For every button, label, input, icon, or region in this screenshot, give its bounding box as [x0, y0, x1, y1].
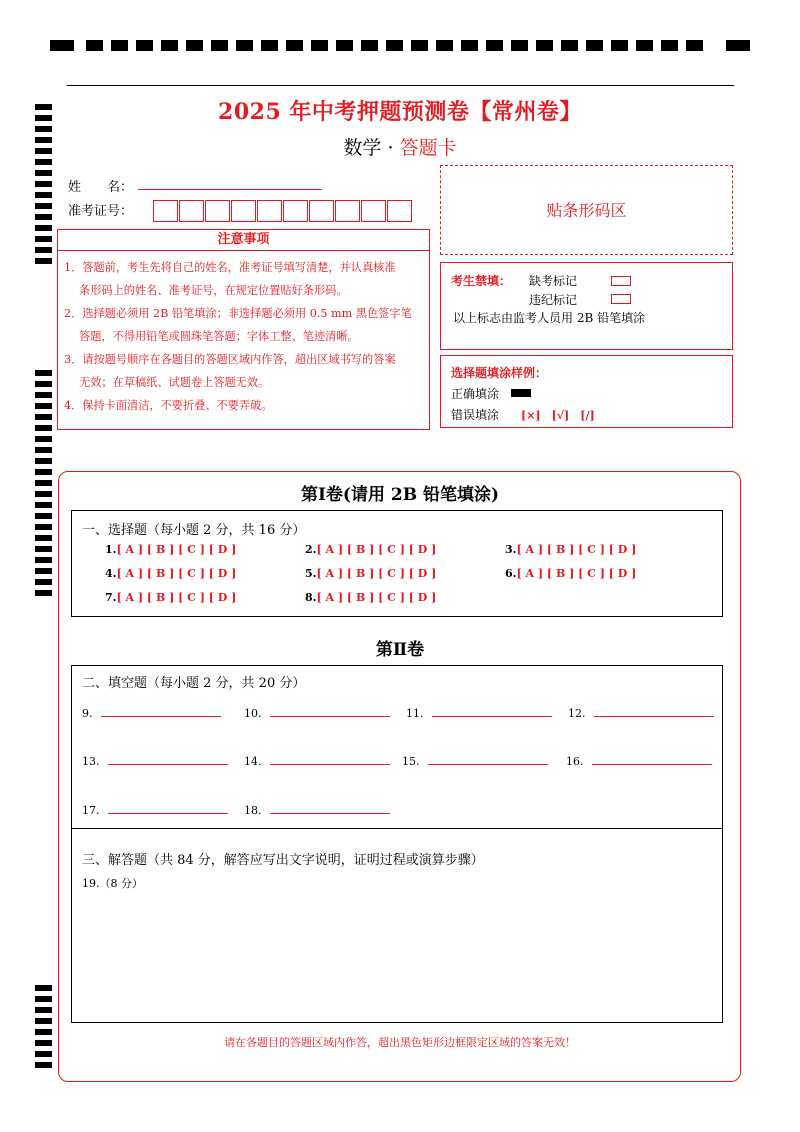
timing-mark	[35, 513, 52, 519]
blank-answer-line[interactable]	[270, 707, 390, 717]
id-digit-box[interactable]	[387, 200, 412, 222]
mc-question	[305, 591, 436, 604]
timing-mark	[186, 40, 203, 51]
timing-mark	[35, 1051, 52, 1057]
fill-blank	[402, 755, 548, 768]
timing-mark	[35, 1018, 52, 1024]
timing-mark	[35, 370, 52, 376]
blank-number: 15.	[402, 755, 420, 768]
timing-mark	[236, 40, 253, 51]
timing-mark	[35, 247, 52, 253]
blank-answer-line[interactable]	[428, 755, 548, 765]
card-type-label: 答题卡	[399, 137, 457, 159]
subtitle-separator: ·	[387, 137, 394, 159]
timing-mark	[511, 40, 528, 51]
subject-label: 数学	[343, 137, 382, 159]
blank-number: 9.	[82, 707, 93, 720]
timing-mark	[661, 40, 678, 51]
timing-mark	[35, 524, 52, 530]
mc-question	[505, 567, 636, 580]
id-digit-box[interactable]	[205, 200, 230, 222]
question-number: 7.	[105, 591, 117, 604]
question-number: 8.	[305, 591, 317, 604]
timing-mark	[486, 40, 503, 51]
fill-blank	[82, 804, 228, 817]
timing-mark	[361, 40, 378, 51]
question-number: 4.	[105, 567, 117, 580]
section-divider	[72, 828, 722, 829]
timing-mark	[50, 40, 74, 51]
blank-answer-line[interactable]	[270, 804, 390, 814]
timing-mark	[35, 236, 52, 242]
choice-options[interactable]: [ A ] [ B ] [ C ] [ D ]	[316, 591, 437, 604]
question-number: 5.	[305, 567, 317, 580]
mc-question	[305, 567, 436, 580]
timing-mark	[111, 40, 128, 51]
timing-mark	[261, 40, 278, 51]
answer-section-title: 三、解答题（共 84 分，解答应写出文字说明，证明过程或演算步骤）	[82, 853, 484, 868]
blank-answer-line[interactable]	[108, 755, 228, 765]
multiple-choice-box	[71, 510, 723, 617]
blank-answer-line[interactable]	[432, 707, 552, 717]
fill-blank	[244, 755, 390, 768]
notice-item: 3．请按题号顺序在各题目的答题区域内作答，超出区域书写的答案	[64, 353, 396, 366]
id-digit-box[interactable]	[283, 200, 308, 222]
part1-title: 第Ⅰ卷(请用 2B 铅笔填涂)	[300, 485, 500, 505]
absent-mark-box[interactable]	[611, 276, 631, 286]
timing-mark	[35, 425, 52, 431]
fill-blank	[244, 707, 390, 720]
id-number-boxes	[153, 200, 413, 222]
choice-options[interactable]: [ A ] [ B ] [ C ] [ D ]	[116, 567, 237, 580]
notice-item: 无效；在草稿纸、试题卷上答题无效。	[79, 376, 270, 389]
fill-blank	[406, 707, 552, 720]
timing-mark	[35, 258, 52, 264]
mc-question	[505, 543, 636, 556]
timing-mark	[35, 436, 52, 442]
correct-fill-mark	[511, 389, 531, 397]
timing-mark	[35, 469, 52, 475]
timing-mark	[536, 40, 553, 51]
timing-mark	[726, 40, 750, 51]
timing-mark	[35, 225, 52, 231]
timing-mark	[35, 447, 52, 453]
timing-mark	[35, 590, 52, 596]
timing-mark	[35, 985, 52, 991]
timing-mark	[436, 40, 453, 51]
violation-label: 违纪标记	[529, 293, 578, 307]
timing-mark	[35, 546, 52, 552]
timing-mark	[35, 1007, 52, 1013]
wrong-marks: [×] [√] [/]	[521, 409, 595, 422]
timing-mark	[86, 40, 103, 51]
absent-label: 缺考标记	[529, 274, 578, 288]
blank-answer-line[interactable]	[594, 707, 714, 717]
blank-number: 12.	[568, 707, 586, 720]
timing-mark	[35, 535, 52, 541]
notice-item: 2．选择题必须用 2B 铅笔填涂；非选择题必须用 0.5 mm 黑色签字笔	[64, 307, 412, 320]
fill-sample-box	[440, 355, 733, 428]
timing-mark	[35, 1062, 52, 1068]
fill-blank	[244, 804, 390, 817]
header-rule	[67, 85, 734, 86]
timing-mark	[35, 192, 52, 198]
timing-mark	[35, 126, 52, 132]
blank-number: 13.	[82, 755, 100, 768]
forbid-title: 考生禁填：	[451, 274, 512, 288]
id-digit-box[interactable]	[153, 200, 178, 222]
timing-mark	[35, 181, 52, 187]
choice-options[interactable]: [ A ] [ B ] [ C ] [ D ]	[316, 543, 437, 556]
timing-mark	[461, 40, 478, 51]
timing-mark	[336, 40, 353, 51]
blank-number: 11.	[406, 707, 424, 720]
mc-question	[105, 567, 236, 580]
choice-options[interactable]: [ A ] [ B ] [ C ] [ D ]	[116, 543, 237, 556]
timing-mark	[35, 557, 52, 563]
timing-mark	[286, 40, 303, 51]
notice-item: 条形码上的姓名、准考证号，在规定位置贴好条形码。	[79, 284, 348, 297]
timing-mark	[211, 40, 228, 51]
fill-blank	[82, 707, 221, 720]
blank-number: 14.	[244, 755, 262, 768]
id-digit-box[interactable]	[309, 200, 334, 222]
violation-mark-box[interactable]	[611, 294, 631, 304]
barcode-label: 贴条形码区	[546, 201, 627, 220]
blank-answer-line[interactable]	[592, 755, 712, 765]
timing-mark	[35, 381, 52, 387]
question-number: 3.	[505, 543, 517, 556]
notice-item: 1．答题前，考生先将自己的姓名，准考证号填写清楚，并认真核准	[64, 261, 396, 274]
timing-mark	[35, 392, 52, 398]
id-digit-box[interactable]	[179, 200, 204, 222]
blank-answer-line[interactable]	[101, 707, 221, 717]
wrong-label: 错误填涂	[451, 408, 500, 422]
id-digit-box[interactable]	[257, 200, 282, 222]
timing-mark	[411, 40, 428, 51]
choice-options[interactable]: [ A ] [ B ] [ C ] [ D ]	[516, 567, 637, 580]
part2-title: 第Ⅱ卷	[375, 640, 425, 660]
choice-options[interactable]: [ A ] [ B ] [ C ] [ D ]	[516, 543, 637, 556]
mc-question	[105, 543, 236, 556]
name-label: 姓 名：	[68, 180, 134, 195]
id-digit-box[interactable]	[231, 200, 256, 222]
blank-answer-line[interactable]	[270, 755, 390, 765]
timing-mark	[35, 203, 52, 209]
timing-mark	[35, 579, 52, 585]
timing-mark	[161, 40, 178, 51]
timing-mark	[35, 568, 52, 574]
timing-mark	[611, 40, 628, 51]
id-label: 准考证号：	[68, 204, 134, 219]
footer-note: 请在各题目的答题区域内作答，超出黑色矩形边框限定区域的答案无效！	[224, 1036, 576, 1049]
timing-mark	[35, 458, 52, 464]
mc-question	[105, 591, 236, 604]
examiner-only-box	[440, 262, 733, 350]
sample-title: 选择题填涂样例：	[451, 366, 548, 380]
blank-number: 10.	[244, 707, 262, 720]
timing-mark	[35, 403, 52, 409]
blank-answer-line[interactable]	[108, 804, 228, 814]
timing-mark	[35, 414, 52, 420]
blank-number: 16.	[566, 755, 584, 768]
question-number: 6.	[505, 567, 517, 580]
timing-mark	[686, 40, 703, 51]
timing-mark	[35, 996, 52, 1002]
fill-blank	[566, 755, 712, 768]
forbid-note: 以上标志由监考人员用 2B 铅笔填涂	[453, 311, 646, 325]
blank-number: 18.	[244, 804, 262, 817]
id-digit-box[interactable]	[361, 200, 386, 222]
timing-mark	[561, 40, 578, 51]
question-number: 1.	[105, 543, 117, 556]
fill-blank	[568, 707, 714, 720]
timing-mark	[636, 40, 653, 51]
timing-mark	[386, 40, 403, 51]
question-19-answer-area[interactable]	[72, 894, 722, 1022]
page-subtitle	[0, 133, 800, 160]
free-response-box	[71, 665, 723, 1023]
choice-options[interactable]: [ A ] [ B ] [ C ] [ D ]	[316, 567, 437, 580]
name-field[interactable]	[138, 189, 322, 190]
page-title: 2025 年中考押题预测卷【常州卷】	[218, 99, 582, 125]
notice-title: 注意事项	[58, 230, 429, 251]
notice-box	[57, 229, 430, 430]
correct-label: 正确填涂	[451, 387, 500, 401]
mc-question	[305, 543, 436, 556]
choice-options[interactable]: [ A ] [ B ] [ C ] [ D ]	[116, 591, 237, 604]
fill-section-title: 二、填空题（每小题 2 分，共 20 分）	[82, 676, 306, 691]
fill-blank	[82, 755, 228, 768]
notice-item: 4．保持卡面清洁，不要折叠、不要弄破。	[64, 399, 273, 412]
timing-mark	[35, 170, 52, 176]
timing-mark	[586, 40, 603, 51]
question-number: 2.	[305, 543, 317, 556]
timing-mark	[311, 40, 328, 51]
timing-mark	[35, 214, 52, 220]
id-digit-box[interactable]	[335, 200, 360, 222]
notice-item: 答题，不得用铅笔或圆珠笔答题；字体工整、笔迹清晰。	[79, 330, 359, 343]
barcode-area	[440, 165, 733, 255]
mc-section-title: 一、选择题（每小题 2 分，共 16 分）	[82, 523, 306, 538]
blank-number: 17.	[82, 804, 100, 817]
question-19-label: 19.（8 分）	[82, 877, 143, 890]
timing-mark	[136, 40, 153, 51]
